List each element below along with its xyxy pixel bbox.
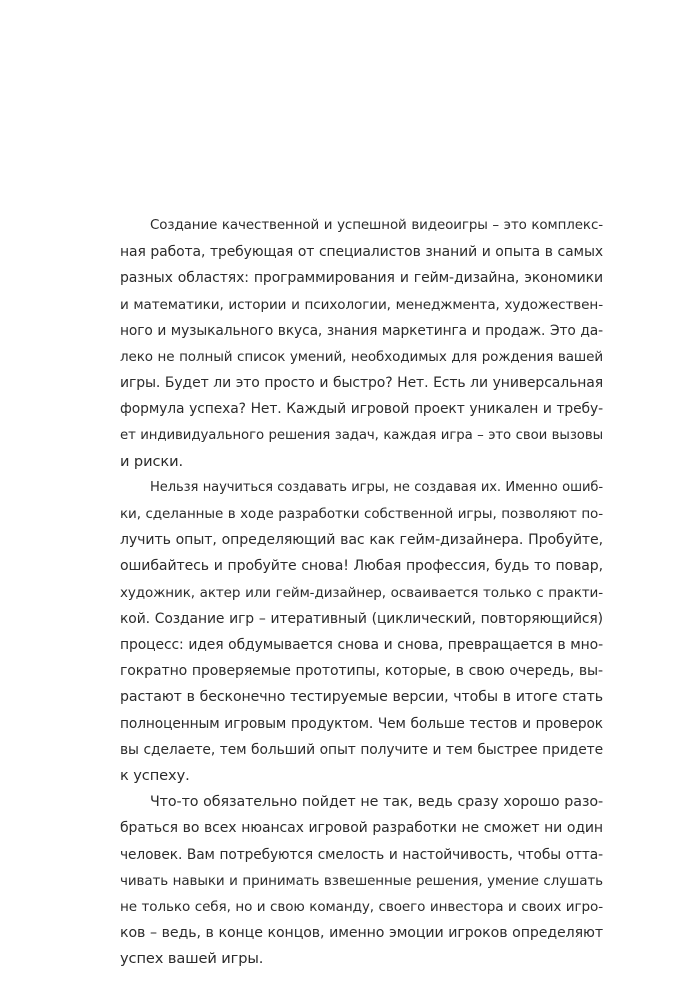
text-line: к успеху. (120, 766, 190, 784)
paragraph-1 (120, 213, 603, 475)
text-line: и математики, истории и психологии, менеджмента, художествен- (120, 296, 603, 313)
text-line: лучить опыт, определяющий вас как гейм-дизайнера. Пробуйте, (120, 532, 603, 549)
text-line: ного и музыкального вкуса, знания маркетинга и продаж. Это да- (120, 322, 603, 339)
text-line: ная работа, требующая от специалистов знаний и опыта в самых (120, 244, 603, 261)
text-line: ет индивидуального решения задач, каждая игра – это свои вызовы (120, 427, 603, 443)
text-line: и риски. (120, 452, 184, 470)
text-line: не только себя, но и свою команду, своего инвестора и своих игро- (120, 898, 603, 915)
text-line: успех вашей игры. (120, 950, 264, 968)
text-line: леко не полный список умений, необходимых для рождения вашей (120, 348, 603, 365)
text-line: Что-то обязательно пойдет не так, ведь сразу хорошо разо- (150, 794, 603, 811)
text-line: ки, сделанные в ходе разработки собственной игры, позволяют по- (120, 506, 603, 523)
text-line: формула успеха? Нет. Каждый игровой проект уникален и требу- (120, 401, 603, 418)
text-line: разных областях: программирования и гейм-дизайна, экономики (120, 270, 603, 287)
body-text (120, 213, 603, 972)
text-line: кой. Создание игр – итеративный (циклический, повторяющийся) (120, 610, 603, 627)
text-line: чивать навыки и принимать взвешенные решения, умение слушать (120, 872, 603, 889)
text-line: игры. Будет ли это просто и быстро? Нет. Есть ли универсальная (120, 375, 603, 392)
text-line: художник, актер или гейм-дизайнер, осваивается только с практи- (120, 584, 603, 601)
text-line: человек. Вам потребуются смелость и настойчивость, чтобы отта- (120, 846, 603, 863)
text-line: Создание качественной и успешной видеоигры – это комплекс- (150, 218, 603, 233)
paragraph-2 (120, 475, 603, 789)
text-line: ошибайтесь и пробуйте снова! Любая профессия, будь то повар, (120, 558, 603, 575)
text-line: полноценным игровым продуктом. Чем больше тестов и проверок (120, 715, 603, 732)
text-line: ков – ведь, в конце концов, именно эмоции игроков определяют (120, 925, 603, 942)
text-line: гократно проверяемые прототипы, которые, в свою очередь, вы- (120, 663, 603, 680)
text-line: Нельзя научиться создавать игры, не создавая их. Именно ошиб- (150, 479, 603, 495)
text-line: процесс: идея обдумывается снова и снова, превращается в мно- (120, 637, 603, 653)
paragraph-3 (120, 789, 603, 972)
text-line: растают в бесконечно тестируемые версии, чтобы в итоге стать (120, 689, 603, 706)
text-line: вы сделаете, тем больший опыт получите и тем быстрее придете (120, 741, 603, 758)
text-line: браться во всех нюансах игровой разработки не сможет ни один (120, 820, 603, 837)
